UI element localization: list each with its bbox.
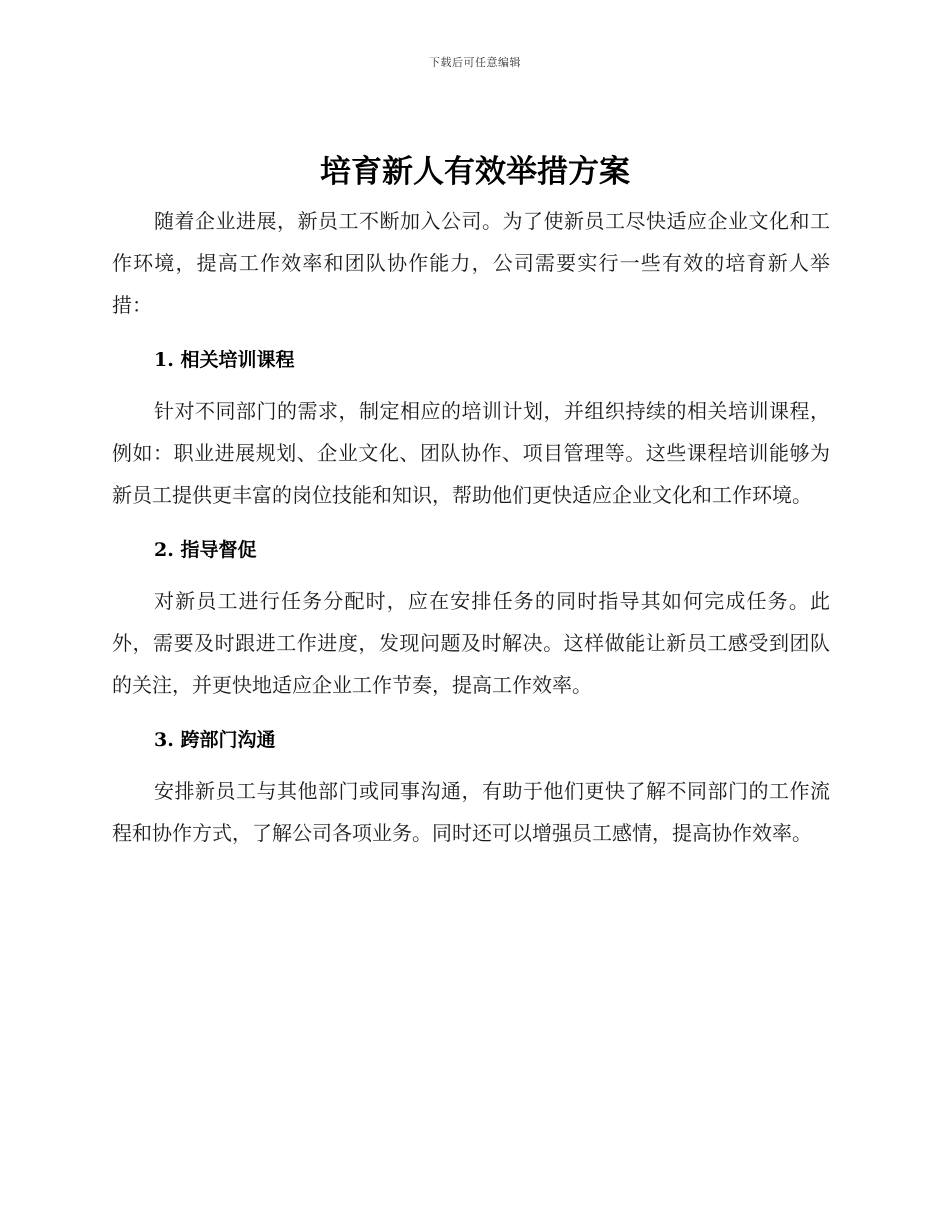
page-header: 下载后可任意编辑	[429, 56, 521, 69]
section-paragraph-1: 针对不同部门的需求，制定相应的培训计划，并组织持续的相关培训课程，例如：职业进展规划、企业文化、团队协作、项目管理等。这些课程培训能够为新员工提供更丰富的岗位技能和知识，帮助他们更快适应企业文化和工作环境。	[112, 399, 830, 507]
section-heading-2	[112, 530, 830, 570]
section-heading-3	[112, 720, 830, 760]
section-title: 跨部门沟通	[180, 729, 276, 751]
section-paragraph-2: 对新员工进行任务分配时，应在安排任务的同时指导其如何完成任务。此外，需要及时跟进工作进度，发现问题及时解决。这样做能让新员工感受到团队的关注，并更快地适应企业工作节奏，提高工作效率。	[112, 589, 830, 697]
intro-paragraph: 随着企业进展，新员工不断加入公司。为了使新员工尽快适应企业文化和工作环境，提高工作效率和团队协作能力，公司需要实行一些有效的培育新人举措：	[112, 209, 830, 317]
section-heading-1	[112, 340, 830, 380]
section-number: 3.	[154, 729, 174, 751]
document-title: 培育新人有效举措方案	[320, 154, 630, 190]
section-title: 相关培训课程	[180, 349, 295, 371]
section-title: 指导督促	[180, 539, 257, 561]
section-number: 1.	[154, 349, 174, 371]
section-number: 2.	[154, 539, 174, 561]
document-body	[112, 200, 830, 854]
section-paragraph-3: 安排新员工与其他部门或同事沟通，有助于他们更快了解不同部门的工作流程和协作方式，了解公司各项业务。同时还可以增强员工感情，提高协作效率。	[112, 779, 830, 845]
